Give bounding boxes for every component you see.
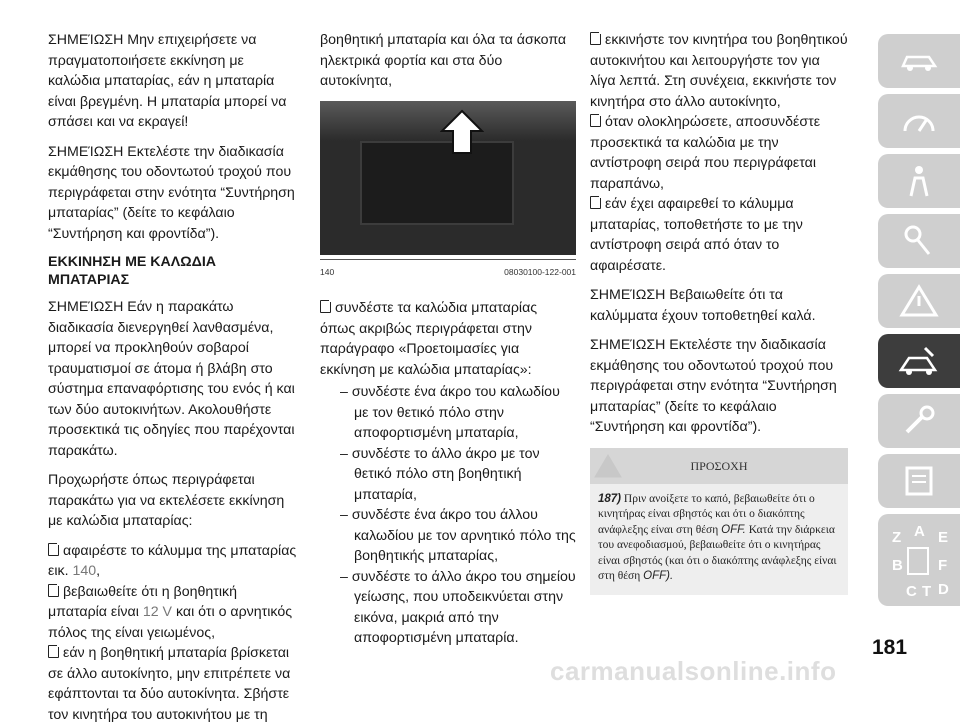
specs-icon: [899, 464, 939, 498]
warning-title: ΠΡΟΣΟΧΗ: [690, 458, 748, 473]
checkbox-bullet-icon: [48, 543, 59, 556]
safety-icon: [899, 164, 939, 198]
svg-text:D: D: [938, 581, 949, 598]
bullet-refit-cover: εάν έχει αφαιρεθεί το κάλυμμα μπαταρίας, τοποθετήστε το με την αντίστροφη σειρά από όταν το αφαιρέσατε.: [590, 196, 803, 274]
continued-text: βοηθητική μπαταρία και όλα τα άσκοπα ηλεκτρικά φορτία και στα δύο αυτοκίνητα,: [320, 32, 567, 89]
battery-shape: [360, 141, 514, 225]
warning-number: 187): [598, 492, 622, 505]
page-number: 181: [872, 636, 908, 659]
step-4: – συνδέστε το άλλο άκρο του σημείου γείωσης, που υποδεικνύεται στην εικόνα, μακριά από την αποφορτισμένη μπαταρία.: [340, 568, 576, 646]
checkbox-bullet-icon: [590, 114, 601, 127]
up-arrow-icon: [440, 109, 484, 155]
warning-box: [590, 448, 848, 595]
checkbox-bullet-icon: [590, 196, 601, 209]
tab-warnings[interactable]: [878, 274, 960, 328]
checkbox-bullet-icon: [590, 32, 601, 45]
note-tone-wheel: ΣΗΜΕΊΩΣΗ Εκτελέστε την διαδικασία εκμάθησης του οδοντωτού τροχού που περιγράφεται στην ενότητα “Συντήρηση μπαταρίας” (δείτε το κεφάλαιο “Συντήρηση και φροντίδα”).: [48, 143, 295, 242]
dashboard-icon: [899, 107, 939, 135]
svg-text:E: E: [938, 529, 949, 546]
battery-photo: [320, 101, 576, 255]
step-2: – συνδέστε το άλλο άκρο με τον θετικό πόλο στη βοηθητική μπαταρία,: [340, 445, 540, 503]
step-3: – συνδέστε ένα άκρο του άλλου καλωδίου με τον αρνητικό πόλο της βοηθητικής μπαταρίας,: [340, 507, 576, 564]
figure-ref[interactable]: 140: [72, 563, 97, 579]
step-1: – συνδέστε ένα άκρο του καλωδίου με τον θετικό πόλο στην αποφορτισμένη μπαταρία,: [340, 384, 560, 441]
checkbox-bullet-icon: [320, 300, 331, 313]
svg-text:T: T: [922, 583, 932, 600]
car-info-icon: [899, 48, 939, 74]
column-3: [590, 30, 848, 595]
service-icon: [899, 404, 939, 438]
voltage-value: 12 V: [142, 604, 173, 620]
column-2: [320, 30, 576, 649]
note-wet-battery: ΣΗΜΕΊΩΣΗ Μην επιχειρήσετε να πραγματοποιήσετε εκκίνηση με καλώδια μπαταρίας, εάν η μπαταρία είναι βρεγμένη. Η μπαταρία μπορεί να σπάσει και να εκραγεί!: [48, 32, 287, 130]
bullet-remove-cover: αφαιρέστε το κάλυμμα της μπαταρίας εικ. 140,: [48, 542, 297, 579]
tab-emergency[interactable]: [878, 334, 960, 388]
chapter-tabs: [878, 34, 960, 606]
svg-text:B: B: [892, 557, 903, 574]
figure-number: 140: [320, 266, 335, 277]
svg-text:Z: Z: [892, 529, 902, 546]
tab-index[interactable]: [878, 514, 960, 606]
bullet-disconnect: όταν ολοκληρώσετε, αποσυνδέστε προσεκτικά τα καλώδια με την αντίστροφη σειρά που περιγράφεται παραπάνω,: [590, 114, 821, 192]
svg-text:C: C: [906, 583, 917, 600]
note-tone-wheel-2: ΣΗΜΕΊΩΣΗ Εκτελέστε την διαδικασία εκμάθησης του οδοντωτού τροχού που περιγράφεται στην ενότητα “Συντήρηση μπαταρίας” (δείτε το κεφάλαιο “Συντήρηση και φροντίδα”).: [590, 337, 837, 435]
key-icon: [899, 224, 939, 258]
bullet-other-vehicle: εάν η βοηθητική μπαταρία βρίσκεται σε άλλο αυτοκίνητο, μην επιτρέπετε να εφάπτονται τα δύο αυτοκίνητα. Σβήστε τον κινητήρα του αυτοκινήτου με τη: [48, 645, 291, 723]
warning-icon: [899, 284, 939, 318]
warning-body: 187) Πριν ανοίξετε το καπό, βεβαιωθείτε ότι ο κινητήρας είναι σβηστός και ότι ο διακόπτης ανάφλεξης είναι στη θέση OFF. Κατά την διάρκεια του ανεφοδιασμού, βεβαιωθείτε ότι ο κινητήρας είναι σβηστός (και ότι ο διακόπτης ανάφλεξης είναι στη θέση OFF).: [598, 492, 837, 582]
svg-text:F: F: [938, 557, 948, 574]
figure-code: 08030100-122-001: [504, 266, 576, 277]
column-1: [48, 30, 298, 725]
tab-specs[interactable]: [878, 454, 960, 508]
tab-car-info[interactable]: [878, 34, 960, 88]
section-heading: ΕΚΚΙΝΗΣΗ ΜΕ ΚΑΛΩΔΙΑ ΜΠΑΤΑΡΙΑΣ: [48, 254, 217, 288]
warning-header: [590, 448, 848, 484]
figure-caption: [320, 259, 576, 283]
bullet-connect-cables: συνδέστε τα καλώδια μπαταρίας όπως ακριβώς περιγράφεται στην παράγραφο «Προετοιμασίες για εκκίνηση με καλώδια μπαταρίας»:: [320, 300, 538, 378]
tab-dashboard[interactable]: [878, 94, 960, 148]
note-procedure-warning: ΣΗΜΕΊΩΣΗ Εάν η παρακάτω διαδικασία διενεργηθεί λανθασμένα, μπορεί να προκληθούν σοβαροί τραυματισμοί σε άτομα ή βλάβη στο σύστημα επαναφόρτισης του ενός ή και των δύο αυτοκινήτων. Ακολουθήστε προσεκτικά τις οδηγίες που παρέχονται παρακάτω.: [48, 299, 295, 459]
index-letters-icon: [878, 514, 960, 606]
tab-safety[interactable]: [878, 154, 960, 208]
tab-starting[interactable]: [878, 214, 960, 268]
checkbox-bullet-icon: [48, 645, 59, 658]
emergency-icon: [897, 344, 941, 378]
warning-triangle-icon: [594, 454, 622, 478]
checkbox-bullet-icon: [48, 584, 59, 597]
bullet-start-engine: εκκινήστε τον κινητήρα του βοηθητικού αυτοκινήτου και λειτουργήστε τον για λίγα λεπτά. Στη συνέχεια, εκκινήστε τον κινητήρα στο άλλο αυτοκίνητο,: [590, 32, 848, 110]
svg-text:A: A: [914, 523, 925, 540]
note-covers: ΣΗΜΕΊΩΣΗ Βεβαιωθείτε ότι τα καλύμματα έχουν τοποθετηθεί καλά.: [590, 287, 816, 324]
tab-service[interactable]: [878, 394, 960, 448]
watermark: carmanualsonline.info: [550, 656, 837, 686]
bullet-check-voltage: βεβαιωθείτε ότι η βοηθητική μπαταρία είναι 12 V και ότι ο αρνητικός πόλος της είναι γειωμένος,: [48, 583, 293, 641]
procedure-intro: Προχωρήστε όπως περιγράφεται παρακάτω για να εκτελέσετε εκκίνηση με καλώδια μπαταρίας:: [48, 472, 285, 529]
